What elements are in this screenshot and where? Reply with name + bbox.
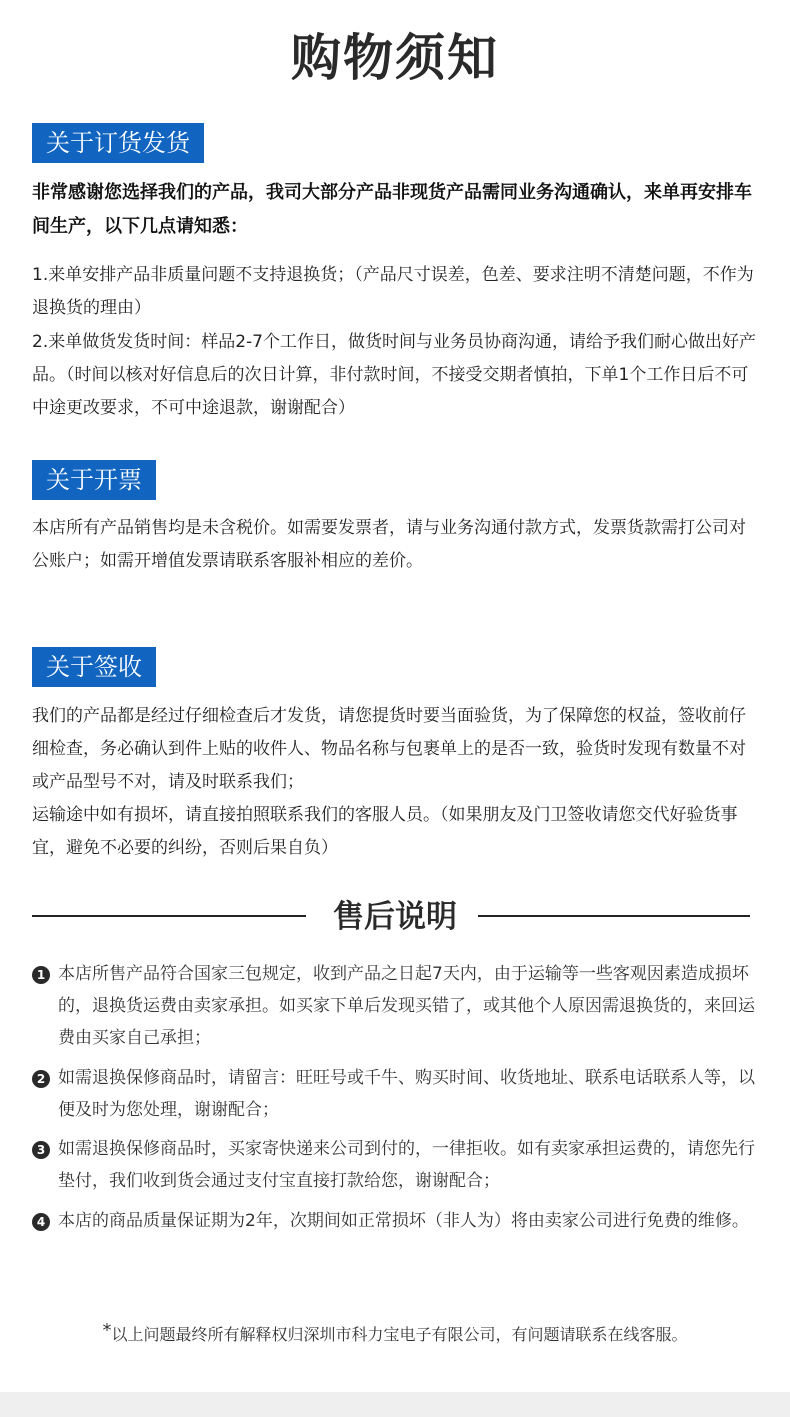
after-sales-item xyxy=(32,958,762,1054)
number-badge-icon: 4 xyxy=(32,1213,50,1231)
receipt-text-2: 运输途中如有损坏，请直接拍照联系我们的客服人员。（如果朋友及门卫签收请您交代好验货事宜，避免不必要的纠纷，否则后果自负） xyxy=(32,805,738,858)
invoice-text: 本店所有产品销售均是未含税价。如需要发票者，请与业务沟通付款方式，发票货款需打公司对公账户；如需开增值发票请联系客服补相应的差价。 xyxy=(32,518,746,571)
number-badge-icon: 1 xyxy=(32,966,50,984)
number-badge-icon: 3 xyxy=(32,1141,50,1159)
after-sales-item-text: 如需退换保修商品时，请留言：旺旺号或千牛、购买时间、收货地址、联系电话联系人等，以便及时为您处理，谢谢配合； xyxy=(58,1068,755,1120)
ordering-point-1: 1.来单安排产品非质量问题不支持退换货；（产品尺寸误差，色差、要求注明不清楚问题，不作为退换货的理由） xyxy=(32,265,754,318)
ordering-point-2: 2.来单做货发货时间：样品2-7个工作日，做货时间与业务员协商沟通，请给予我们耐心做出好产品。（时间以核对好信息后的次日计算，非付款时间，不接受交期者慎拍，下单1个工作日后不可中途更改要求，不可中途退款，谢谢配合） xyxy=(32,332,756,418)
page-title: 购物须知 xyxy=(291,29,499,87)
after-sales-item xyxy=(32,1205,762,1237)
bottom-band xyxy=(0,1392,790,1417)
footer-note xyxy=(0,1315,790,1351)
after-sales-title: 售后说明 xyxy=(333,899,457,935)
after-sales-item-text: 本店所售产品符合国家三包规定，收到产品之日起7天内，由于运输等一些客观因素造成损坏的，退换货运费由卖家承担。如买家下单后发现买错了，或其他个人原因需退换货的，来回运费由买家自己承担； xyxy=(58,964,755,1048)
ordering-intro: 非常感谢您选择我们的产品，我司大部分产品非现货产品需同业务沟通确认，来单再安排车间生产，以下几点请知悉： xyxy=(32,182,752,237)
receipt-text-1: 我们的产品都是经过仔细检查后才发货，请您提货时要当面验货，为了保障您的权益，签收前仔细检查，务必确认到件上贴的收件人、物品名称与包裹单上的是否一致，验货时发现有数量不对或产品型号不对，请及时联系我们； xyxy=(32,706,746,792)
section-tag-invoice: 关于开票 xyxy=(32,460,156,500)
after-sales-item xyxy=(32,1062,762,1126)
number-badge-icon: 2 xyxy=(32,1070,50,1088)
after-sales-item-text: 本店的商品质量保证期为2年，次期间如正常损坏（非人为）将由卖家公司进行免费的维修。 xyxy=(58,1211,749,1231)
after-sales-item xyxy=(32,1133,762,1197)
section-tag-ordering: 关于订货发货 xyxy=(32,123,204,163)
asterisk: * xyxy=(102,1320,112,1341)
divider-right xyxy=(478,915,750,917)
section-tag-receipt: 关于签收 xyxy=(32,647,156,687)
footer-text: 以上问题最终所有解释权归深圳市科力宝电子有限公司，有问题请联系在线客服。 xyxy=(111,1325,688,1344)
after-sales-item-text: 如需退换保修商品时，买家寄快递来公司到付的，一律拒收。如有卖家承担运费的，请您先行垫付，我们收到货会通过支付宝直接打款给您，谢谢配合； xyxy=(58,1139,755,1191)
